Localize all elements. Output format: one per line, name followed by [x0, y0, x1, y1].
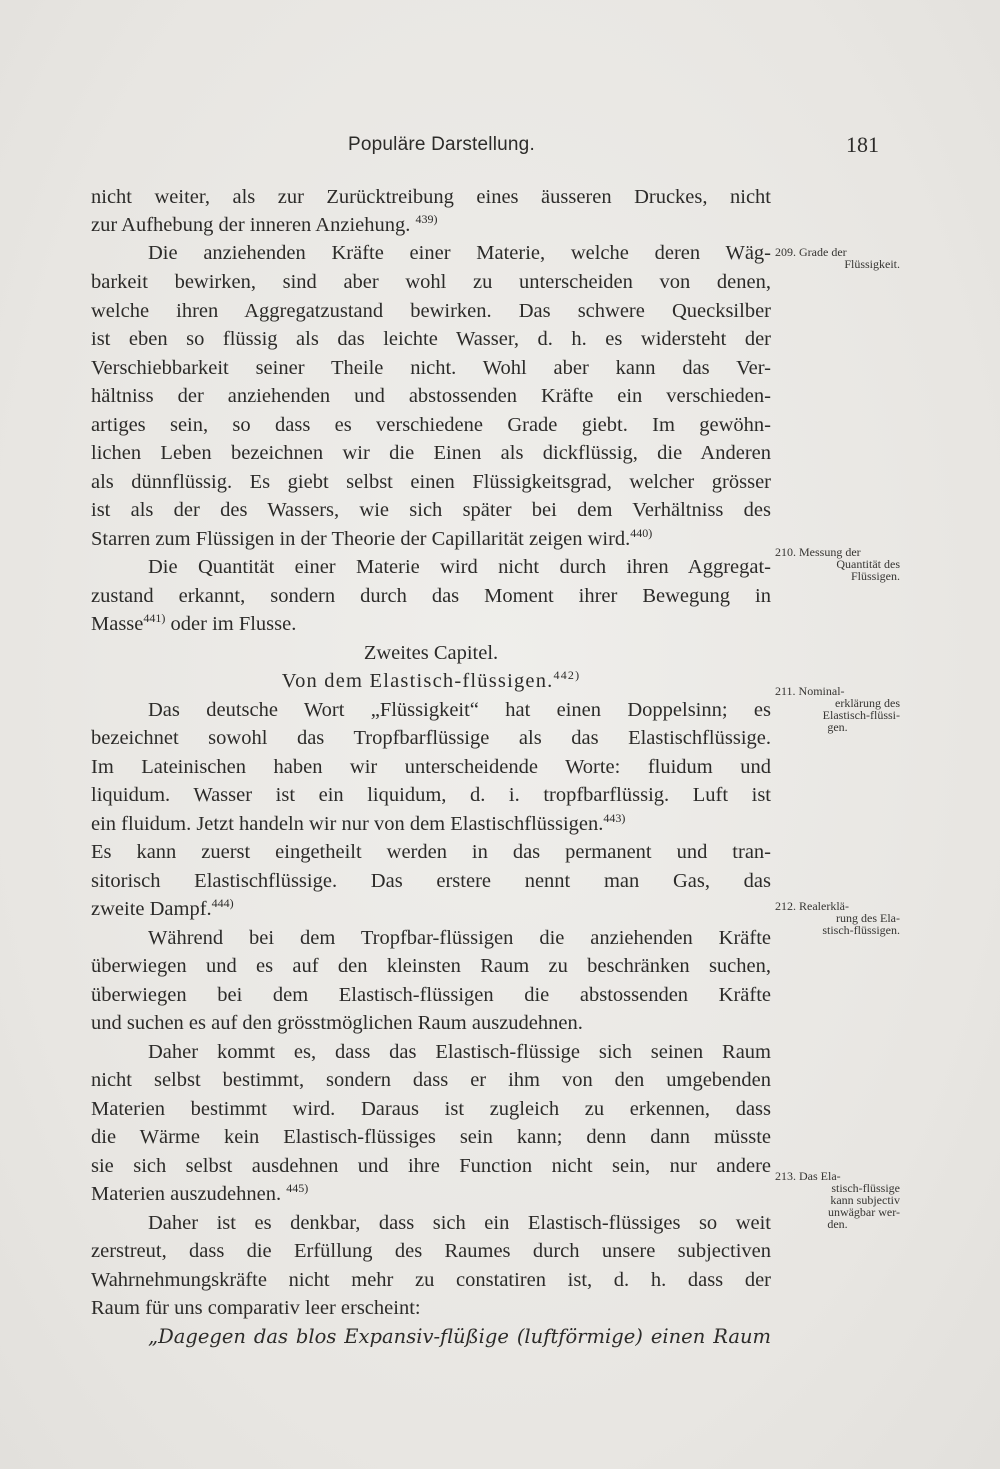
margin-note-line: 210. Messung der: [775, 545, 861, 559]
text-line: Es kann zuerst eingetheilt werden in das permanent und tran-: [91, 841, 771, 863]
text-line: überwiegen und es auf den kleinsten Raum zu beschränken suchen,: [91, 955, 771, 977]
margin-note-line: den.: [827, 1217, 848, 1231]
page-number: 181: [846, 132, 879, 157]
text-line: [91, 895, 771, 923]
margin-note: [775, 900, 900, 936]
text-line: welche ihren Aggregatzustand bewirken. Das schwere Quecksilber: [91, 300, 771, 322]
text-span: Masse: [91, 613, 144, 635]
text-line: Daher ist es denkbar, dass sich ein Elastisch-flüssiges so weit: [148, 1212, 771, 1234]
margin-note-line: Flüssigen.: [850, 569, 900, 583]
text-line: zerstreut, dass die Erfüllung des Raumes durch unsere subjectiven: [91, 1240, 771, 1262]
text-span: oder im Flusse.: [170, 613, 297, 635]
text-line: und suchen es auf den grösstmöglichen Raum auszudehnen.: [91, 1012, 583, 1034]
text-line: überwiegen bei dem Elastisch-flüssigen die abstossenden Kräfte: [91, 984, 771, 1006]
text-line: die Wärme kein Elastisch-flüssiges sein kann; denn dann müsste: [91, 1126, 771, 1148]
margin-note-line: gen.: [827, 720, 848, 734]
text-line: Raum für uns comparativ leer erscheint:: [91, 1297, 421, 1319]
text-line: ist eben so flüssig als das leichte Wasser, d. h. es widersteht der: [91, 328, 771, 350]
text-line: [91, 610, 771, 638]
text-span: ein fluidum. Jetzt handeln wir nur von dem Elastischflüssigen.: [91, 813, 604, 835]
text-line: nicht selbst bestimmt, sondern dass er ihm von den umgebenden: [91, 1069, 771, 1091]
text-line: hältniss der anziehenden und abstossenden Kräfte ein verschieden-: [91, 385, 771, 407]
margin-note-line: 211. Nominal-: [775, 684, 845, 698]
footnote-ref: 442): [553, 668, 581, 683]
text-line: lichen Leben bezeichnen wir die Einen als dickflüssig, die Anderen: [91, 442, 771, 464]
text-line: barkeit bewirken, sind aber wohl zu unterscheiden von denen,: [91, 271, 771, 293]
margin-note-line: erklärung des: [835, 696, 900, 710]
text-span: zweite Dampf.: [91, 898, 212, 920]
margin-note: [775, 1170, 900, 1230]
text-line: [91, 211, 771, 239]
footnote-ref: 439): [415, 212, 438, 227]
text-line: artiges sein, so dass es verschiedene Grade giebt. Im gewöhn-: [91, 414, 771, 436]
text-line: Im Lateinischen haben wir unterscheidende Worte: fluidum und: [91, 756, 771, 778]
running-head: Populäre Darstellung.: [348, 134, 535, 155]
margin-note-line: rung des Ela-: [836, 911, 900, 925]
text-span: Von dem Elastisch-flüssigen.: [281, 670, 554, 692]
text-line: [91, 525, 771, 553]
margin-note-line: 212. Realerklä-: [775, 899, 849, 913]
text-line: liquidum. Wasser ist ein liquidum, d. i. tropfbarflüssig. Luft ist: [91, 784, 771, 806]
text-line: sie sich selbst ausdehnen und ihre Function nicht sein, nur andere: [91, 1155, 771, 1177]
text-line: Materien bestimmt wird. Daraus ist zugleich zu erkennen, dass: [91, 1098, 771, 1120]
text-line: Verschiebbarkeit seiner Theile nicht. Wohl aber kann das Ver-: [91, 357, 771, 379]
text-line: bezeichnet sowohl das Tropfbarflüssige als das Elastischflüssige.: [91, 727, 771, 749]
margin-note: [775, 685, 900, 733]
margin-note-line: Flüssigkeit.: [844, 257, 900, 271]
margin-note: [775, 246, 900, 270]
text-line: Die Quantität einer Materie wird nicht durch ihren Aggregat-: [148, 556, 771, 578]
margin-note-line: stisch-flüssigen.: [822, 923, 900, 937]
footnote-ref: 440): [630, 526, 653, 541]
chapter-subtitle: [91, 667, 771, 695]
text-line: [91, 810, 771, 838]
text-line: nicht weiter, als zur Zurücktreibung eines äusseren Druckes, nicht: [91, 186, 771, 208]
margin-note-line: kann subjectiv: [830, 1193, 900, 1207]
text-line: als dünnflüssig. Es giebt selbst einen Flüssigkeitsgrad, welcher grösser: [91, 471, 771, 493]
footnote-ref: 441): [143, 611, 166, 626]
footnote-ref: 443): [603, 811, 626, 826]
margin-note-line: 209. Grade der: [775, 245, 847, 259]
text-line: ist als der des Wassers, wie sich später bei dem Verhältniss des: [91, 499, 771, 521]
text-line: Während bei dem Tropfbar-flüssigen die anziehenden Kräfte: [148, 927, 771, 949]
margin-note-line: 213. Das Ela-: [775, 1169, 841, 1183]
margin-note-line: Elastisch-flüssi-: [822, 708, 900, 722]
margin-note-line: Quantität des: [836, 557, 900, 571]
text-span: zur Aufhebung der inneren Anziehung.: [91, 214, 411, 236]
margin-note-line: unwägbar wer-: [827, 1205, 900, 1219]
margin-note-line: stisch-flüssige: [831, 1181, 900, 1195]
text-span: Starren zum Flüssigen in der Theorie der Capillarität zeigen wird.: [91, 528, 631, 550]
chapter-heading: Zweites Capitel.: [363, 642, 499, 664]
text-line: sitorisch Elastischflüssige. Das erstere nennt man Gas, das: [91, 870, 771, 892]
text-line: Die anziehenden Kräfte einer Materie, welche deren Wäg-: [148, 242, 771, 264]
text-line: zustand erkannt, sondern durch das Moment ihrer Bewegung in: [91, 585, 771, 607]
text-span: Materien auszudehnen.: [91, 1183, 282, 1205]
footnote-ref: 445): [286, 1181, 309, 1196]
text-line: [91, 1180, 771, 1208]
quote-line: „Dagegen das blos Expansiv-flüßige (luftförmige) einen Raum: [148, 1325, 771, 1348]
text-line: Das deutsche Wort „Flüssigkeit“ hat einen Doppelsinn; es: [148, 699, 771, 721]
margin-note: [775, 546, 900, 582]
footnote-ref: 444): [211, 896, 234, 911]
text-line: Daher kommt es, dass das Elastisch-flüssige sich seinen Raum: [148, 1041, 771, 1063]
text-line: Wahrnehmungskräfte nicht mehr zu constatiren ist, d. h. dass der: [91, 1269, 771, 1291]
